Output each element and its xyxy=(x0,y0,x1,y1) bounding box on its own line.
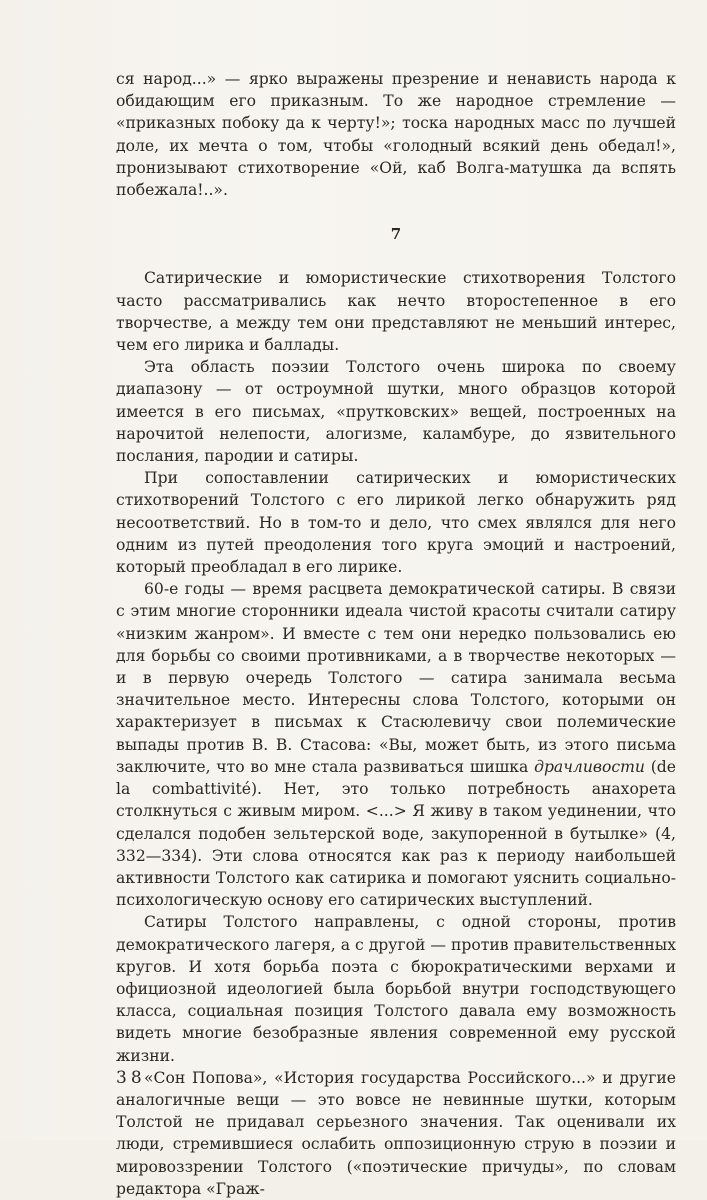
paragraph-1: Сатирические и юмористические стихотворения Толстого часто рассматривались как нечто второстепенное в его творчестве, а между тем они представляют не меньший интерес, чем его лирика и баллады. xyxy=(116,269,676,355)
paragraph-5: Сатиры Толстого направлены, с одной стороны, против демократического лагеря, а с другой — против правительственных кругов. И хотя борьба поэта с бюрократическими верхами и официозной идеологией была борьбой внутри господствующего класса, социальная позиция Толстого давала ему возможность видеть многие безобразные явления современной ему русской жизни. xyxy=(116,913,676,1065)
page-number: 38 xyxy=(116,1068,146,1088)
paragraph-4-text-b: (de la combattivité). Нет, это только потребность анахорета столкнуться с живым миром. <...> Я живу в таком уединении, что сделался подобен зельтерской воде, закупоренной в бутылке» (4, 332—334). Эти слова относятся как раз к периоду наибольшей активности Толстого как сатирика и помогают уяснить социально-психологическую основу его сатирических выступлений. xyxy=(116,757,676,910)
paragraph-2: Эта область поэзии Толстого очень широка по своему диапазону — от остроумной шутки, много образцов которой имеется в его письмах, «прутковских» вещей, построенных на нарочитой нелепости, алогизме, каламбуре, до язвительного послания, пародии и сатиры. xyxy=(116,358,676,466)
paragraph-4-italic: драчливости xyxy=(534,757,645,776)
paragraph-4-text-a: 60-е годы — время расцвета демократической сатиры. В связи с этим многие сторонники идеала чистой красоты считали сатиру «низким жанром». И вместе с тем они нередко пользовались ею для борьбы со своими противниками, а в творчестве некоторых — и в первую очередь Толстого — сатира занимала весьма значительное место. Интересны слова Толстого, которыми он характеризует в письмах к Стасюлевичу свои полемические выпады против В. В. Стасова: «Вы, может быть, из этого письма заключите, что во мне стала развиваться шишка xyxy=(116,580,676,776)
paragraph-6: «Сон Попова», «История государства Российского...» и другие аналогичные вещи — это вовсе не невинные шутки, которым Толстой не придавал серьезного значения. Так оценивали их люди, стремившиеся ослабить оппозиционную струю в поэзии и мировоззрении Толстого («поэтические причуды», по словам редактора «Граж- xyxy=(116,1068,676,1198)
page-body-text xyxy=(116,68,676,1200)
paragraph-3: При сопоставлении сатирических и юмористических стихотворений Толстого с его лирикой легко обнаружить ряд несоответствий. Но в том-то и дело, что смех являлся для него одним из путей преодоления того круга эмоций и настроений, который преобладал в его лирике. xyxy=(116,469,676,577)
paragraph-continued: ся народ...» — ярко выражены презрение и ненависть народа к обидающим его приказным. То же народное стремление — «приказных побоку да к черту!»; тоска народных масс по лучшей доле, их мечта о том, чтобы «голодный всякий день обедал!», пронизывают стихотворение «Ой, каб Волга-матушка да вспять побежала!..». xyxy=(116,70,676,200)
paragraph-4-quote xyxy=(116,578,676,911)
section-number: 7 xyxy=(390,225,402,244)
